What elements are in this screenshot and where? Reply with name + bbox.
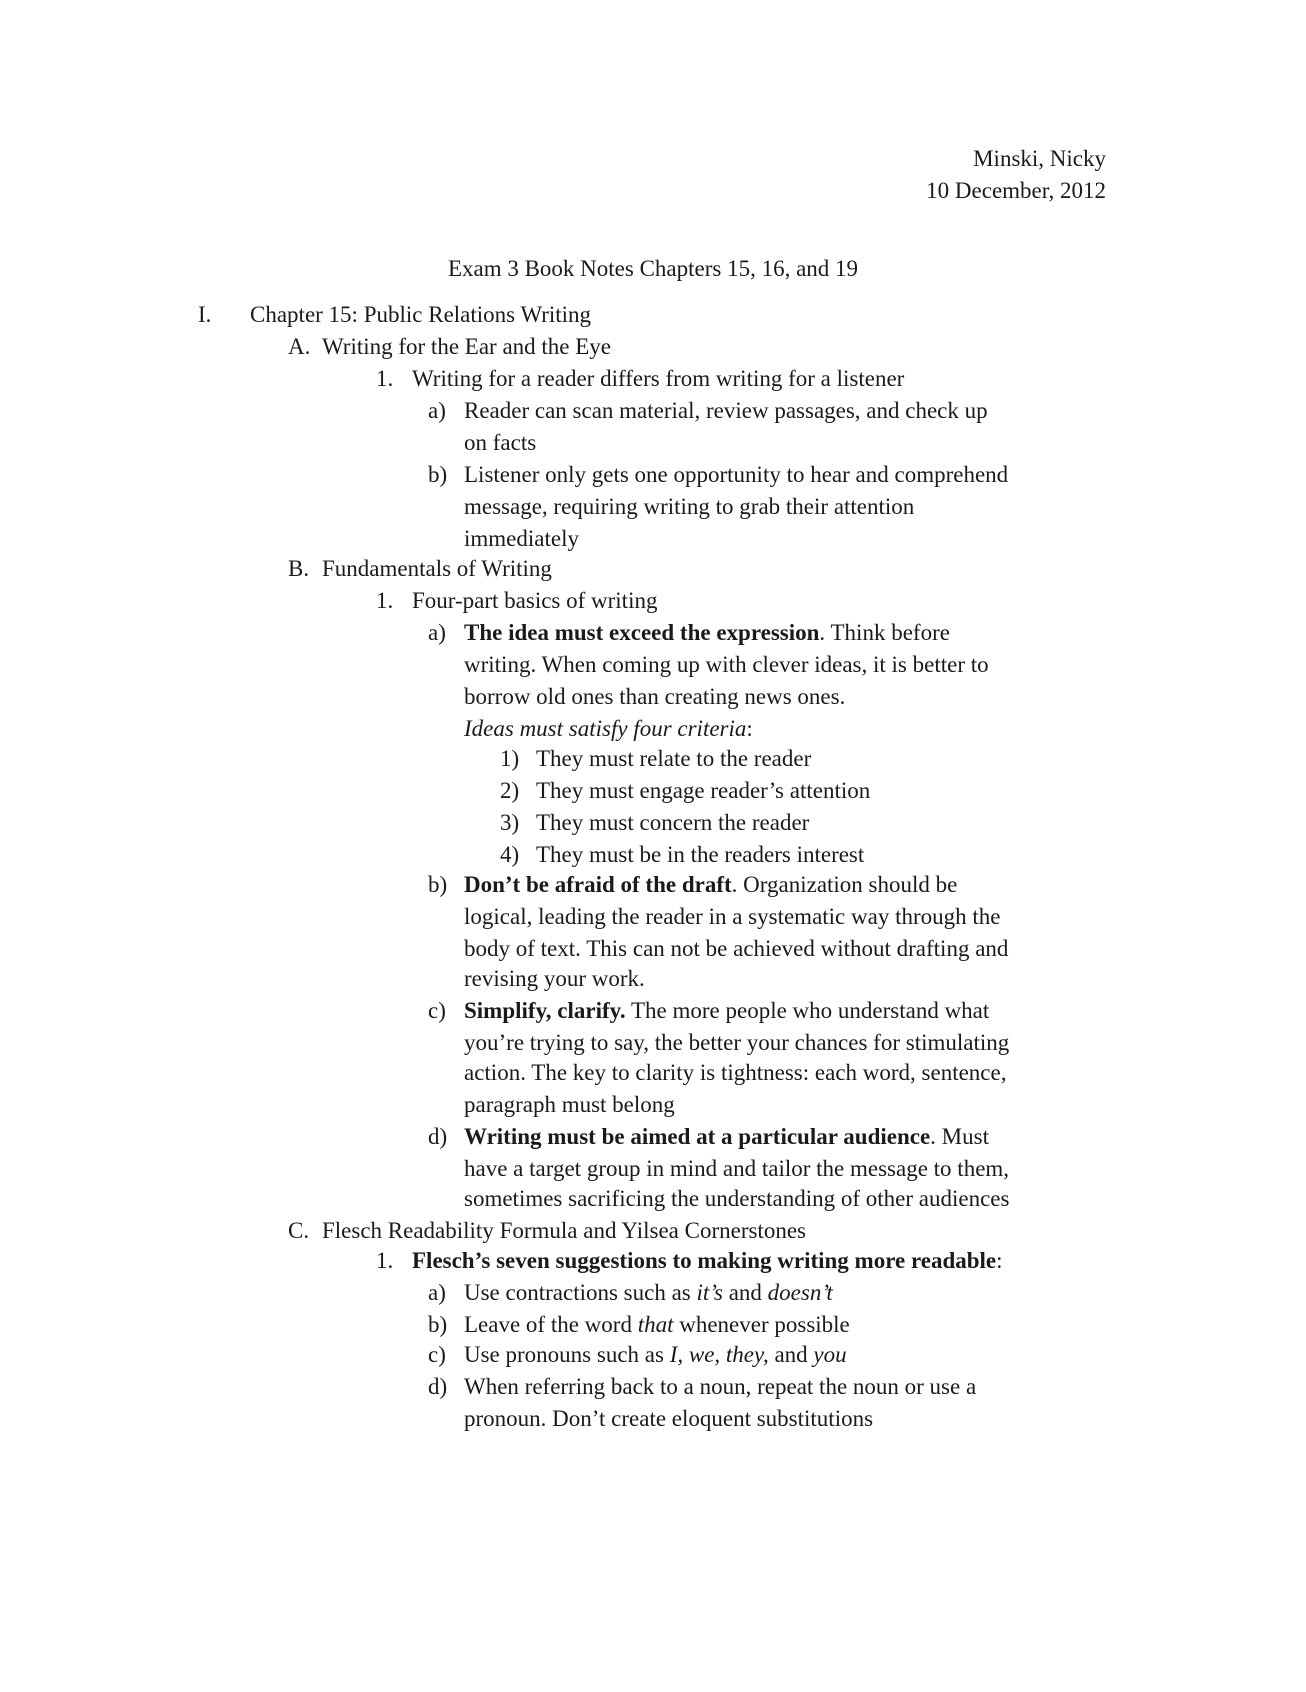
list-item: When referring back to a noun, repeat the noun or use a bbox=[464, 1374, 977, 1399]
emphasis-text: The idea must exceed the expression bbox=[464, 620, 820, 645]
emphasis-text: Flesch’s seven suggestions to making writing more readable bbox=[412, 1248, 997, 1273]
list-item-continuation: action. The key to clarity is tightness: each word, sentence, bbox=[464, 1060, 1007, 1085]
outline-label: 3) bbox=[500, 810, 520, 835]
list-item: Leave of the word that whenever possible bbox=[464, 1312, 850, 1337]
outline-label: c) bbox=[428, 1342, 446, 1367]
outline-label: b) bbox=[428, 872, 448, 897]
author-name: Minski, Nicky bbox=[973, 146, 1106, 171]
list-item: They must relate to the reader bbox=[536, 746, 812, 771]
outline-label: 1. bbox=[376, 1248, 394, 1273]
subsection-heading: Flesch Readability Formula and Yilsea Cornerstones bbox=[322, 1218, 806, 1243]
list-item: They must concern the reader bbox=[536, 810, 810, 835]
list-item-continuation: sometimes sacrificing the understanding of other audiences bbox=[464, 1186, 1010, 1211]
list-item-continuation: logical, leading the reader in a systematic way through the bbox=[464, 904, 1001, 929]
section-heading: Chapter 15: Public Relations Writing bbox=[250, 302, 592, 327]
list-item: Writing for a reader differs from writing for a listener bbox=[412, 366, 905, 391]
list-item: They must engage reader’s attention bbox=[536, 778, 871, 803]
emphasis-text: Don’t be afraid of the draft bbox=[464, 872, 732, 897]
outline-label: 2) bbox=[500, 778, 520, 803]
outline-label: a) bbox=[428, 398, 446, 423]
list-item-continuation: paragraph must belong bbox=[464, 1092, 675, 1117]
list-item: Writing must be aimed at a particular audience. Must bbox=[464, 1124, 989, 1149]
list-item-continuation: you’re trying to say, the better your chances for stimulating bbox=[464, 1030, 1010, 1055]
subsection-heading: Writing for the Ear and the Eye bbox=[322, 334, 612, 359]
outline-label: 4) bbox=[500, 842, 520, 867]
outline-label: 1) bbox=[500, 746, 520, 771]
outline-label: d) bbox=[428, 1124, 448, 1149]
list-item-continuation: body of text. This can not be achieved without drafting and bbox=[464, 936, 1009, 961]
list-item: Don’t be afraid of the draft. Organization should be bbox=[464, 872, 958, 897]
outline-label: I. bbox=[198, 302, 212, 327]
list-item: Simplify, clarify. The more people who understand what bbox=[464, 998, 990, 1023]
outline-label: 1. bbox=[376, 366, 394, 391]
list-item-continuation: on facts bbox=[464, 430, 537, 455]
list-item-continuation: writing. When coming up with clever ideas, it is better to bbox=[464, 652, 989, 677]
list-item: Four-part basics of writing bbox=[412, 588, 658, 613]
list-item: Use contractions such as it’s and doesn’t bbox=[464, 1280, 833, 1305]
list-item: Flesch’s seven suggestions to making writing more readable: bbox=[412, 1248, 1003, 1273]
outline-label: B. bbox=[288, 556, 310, 581]
list-item-continuation: revising your work. bbox=[464, 966, 645, 991]
outline-label: a) bbox=[428, 1280, 446, 1305]
list-item-continuation: have a target group in mind and tailor the message to them, bbox=[464, 1156, 1010, 1181]
list-item-continuation: borrow old ones than creating news ones. bbox=[464, 684, 846, 709]
page-title: Exam 3 Book Notes Chapters 15, 16, and 19 bbox=[447, 256, 859, 281]
list-item: The idea must exceed the expression. Think before bbox=[464, 620, 950, 645]
outline-label: C. bbox=[288, 1218, 310, 1243]
list-item: Use pronouns such as I, we, they, and you bbox=[464, 1342, 847, 1367]
criteria-intro: Ideas must satisfy four criteria: bbox=[464, 716, 753, 741]
list-item: Listener only gets one opportunity to hear and comprehend bbox=[464, 462, 1009, 487]
outline-label: b) bbox=[428, 1312, 448, 1337]
list-item: They must be in the readers interest bbox=[536, 842, 865, 867]
outline-label: c) bbox=[428, 998, 446, 1023]
outline-label: A. bbox=[288, 334, 311, 359]
emphasis-text: Simplify, clarify. bbox=[464, 998, 626, 1023]
emphasis-text: Writing must be aimed at a particular audience bbox=[464, 1124, 931, 1149]
subsection-heading: Fundamentals of Writing bbox=[322, 556, 552, 581]
outline-label: 1. bbox=[376, 588, 394, 613]
outline-label: d) bbox=[428, 1374, 448, 1399]
outline-label: b) bbox=[428, 462, 448, 487]
outline-label: a) bbox=[428, 620, 446, 645]
list-item-continuation: pronoun. Don’t create eloquent substitutions bbox=[464, 1406, 874, 1431]
list-item: Reader can scan material, review passages, and check up bbox=[464, 398, 988, 423]
document-date: 10 December, 2012 bbox=[926, 178, 1106, 203]
list-item-continuation: message, requiring writing to grab their attention bbox=[464, 494, 915, 519]
list-item-continuation: immediately bbox=[464, 526, 579, 551]
